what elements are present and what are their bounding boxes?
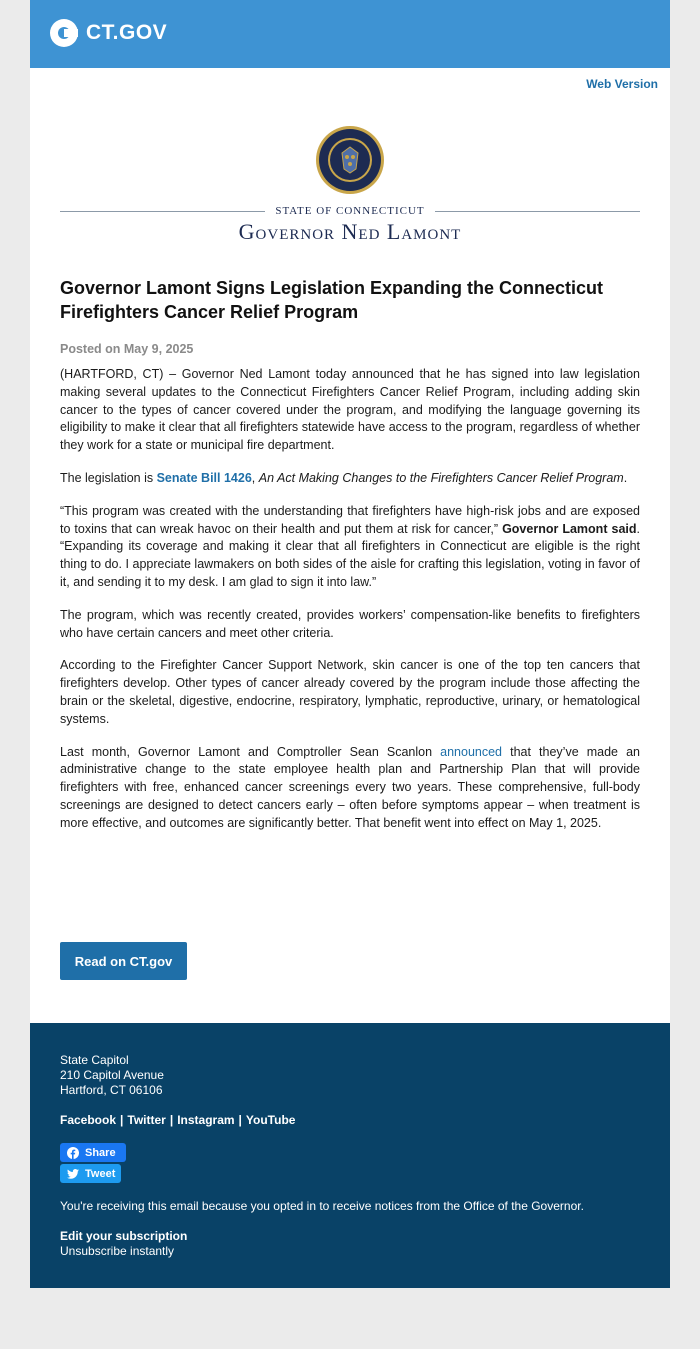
masthead-state: STATE OF CONNECTICUT	[275, 205, 425, 217]
footer-address	[60, 1053, 164, 1098]
social-separator: |	[238, 1113, 242, 1127]
share-label: Share	[85, 1146, 116, 1159]
logo-text: CT.GOV	[86, 21, 168, 44]
quote-part-2: . “Expanding its coverage and making it clear that all firefighters in Connecticut are eligible is the right thing to do. I appreciate lawmakers on both sides of the aisle for crafting this legislation, voting in favor of it, and sending it to my desk. I am glad to sign it into law.”	[60, 521, 640, 589]
announced-link[interactable]: announced	[440, 744, 503, 759]
paragraph-1: (HARTFORD, CT) – Governor Ned Lamont today announced that he has signed into law legislation making several updates to the Connecticut Firefighters Cancer Relief Program, including adding skin cancer to the types of cancer covered under the program, and modifying the language governing its eligibility to make it clear that all firefighters statewide have access to the program, regardless of whether they work for a state or municipal fire department.	[60, 367, 640, 453]
ct-gov-logo[interactable]	[50, 19, 167, 47]
facebook-share-button[interactable]	[60, 1143, 126, 1162]
paragraph-2	[60, 470, 640, 488]
p6-part-2: that they’ve made an administrative change to the state employee health plan and Partnership Plan that will provide firefighters with free, enhanced cancer screenings every two years. These comprehensive, full-body screenings are designed to detect cancers early – often before symptoms appear – when treatment is more effective, and outcomes are significantly better. That benefit went into effect on May 1, 2025.	[60, 744, 640, 830]
masthead	[60, 202, 640, 244]
quote-part-1: “This program was created with the understanding that firefighters have high-risk jobs and are exposed to toxins that can wreak havoc on their health and put them at risk for cancer,”	[60, 503, 640, 536]
subscription-notice: You're receiving this email because you opted in to receive notices from the Office of the Governor.	[60, 1199, 584, 1213]
article-title: Governor Lamont Signs Legislation Expanding the Connecticut Firefighters Cancer Relief Program	[60, 278, 604, 322]
address-line-3: Hartford, CT 06106	[60, 1083, 163, 1097]
email-body	[30, 68, 670, 1023]
social-links	[60, 1113, 295, 1127]
p2-sep: ,	[251, 470, 259, 485]
paragraph-4: The program, which was recently created, provides workers’ compensation-like benefits to firefighters who have certain cancers and meet other criteria.	[60, 607, 640, 640]
masthead-governor: Governor Ned Lamont	[238, 219, 462, 244]
senate-bill-link[interactable]: Senate Bill 1426	[156, 470, 252, 485]
unsubscribe-link[interactable]: Unsubscribe instantly	[60, 1244, 175, 1258]
ct-logo-icon	[50, 19, 78, 47]
edit-subscription-link[interactable]: Edit your subscription	[60, 1229, 188, 1243]
p6-part-1: Last month, Governor Lamont and Comptroller Sean Scanlon	[60, 744, 441, 759]
p2-suffix: .	[623, 470, 628, 485]
social-separator: |	[169, 1113, 174, 1127]
masthead-rule-left	[60, 211, 265, 212]
email-container	[30, 0, 670, 1288]
header-bar	[30, 0, 670, 68]
facebook-link[interactable]: Facebook	[60, 1113, 117, 1127]
governor-seal-icon	[315, 125, 385, 195]
facebook-icon	[67, 1147, 79, 1159]
speaker-attribution: Governor Lamont said	[502, 521, 637, 536]
paragraph-3	[60, 503, 640, 592]
tweet-label: Tweet	[85, 1167, 116, 1180]
tweet-button[interactable]	[60, 1164, 121, 1183]
web-version-link[interactable]: Web Version	[586, 77, 658, 91]
address-line-1: State Capitol	[60, 1053, 129, 1067]
paragraph-5: According to the Firefighter Cancer Support Network, skin cancer is one of the top ten cancers that firefighters develop. Other types of cancer already covered by the program include those affecting the brain or the skeletal, digestive, endocrine, respiratory, lymphatic, reproductive, urinary, or hematological systems.	[60, 658, 640, 726]
address-line-2: 210 Capitol Avenue	[60, 1068, 164, 1082]
footer	[30, 1023, 670, 1288]
press-release	[60, 276, 640, 833]
twitter-link[interactable]: Twitter	[127, 1113, 166, 1127]
read-on-ctgov-button[interactable]: Read on CT.gov	[60, 942, 187, 980]
instagram-link[interactable]: Instagram	[177, 1113, 235, 1127]
p2-prefix: The legislation is	[60, 470, 157, 485]
twitter-bird-icon	[67, 1169, 79, 1179]
masthead-rule-right	[435, 211, 640, 212]
act-name: An Act Making Changes to the Firefighters Cancer Relief Program	[258, 470, 624, 485]
subscription-links	[60, 1229, 187, 1259]
paragraph-6	[60, 744, 640, 833]
youtube-link[interactable]: YouTube	[245, 1113, 296, 1127]
social-separator: |	[120, 1113, 124, 1127]
post-date: Posted on May 9, 2025	[60, 342, 194, 356]
